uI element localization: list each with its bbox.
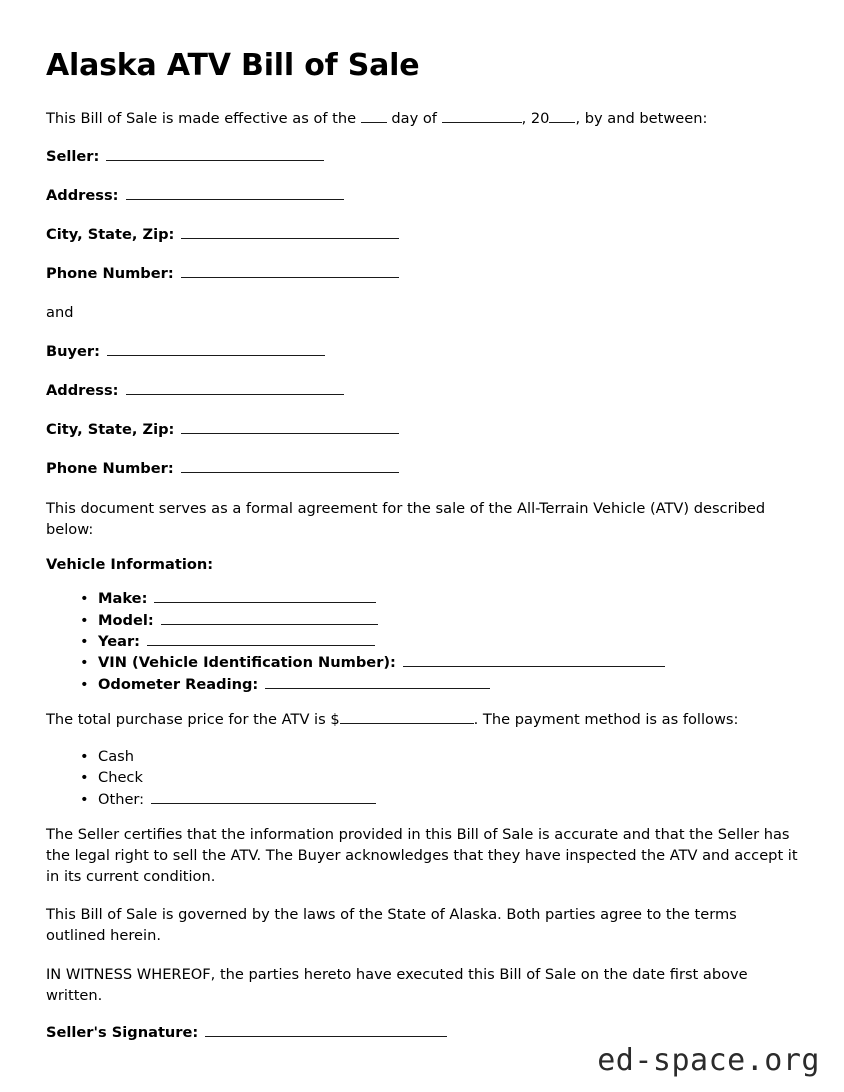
year-blank[interactable]: [549, 110, 575, 123]
field-seller-name[interactable]: [46, 148, 798, 167]
field-label: • Model:: [98, 611, 154, 629]
purchase-price-text-1: The total purchase price for the ATV is $: [46, 711, 340, 729]
purchase-price-text-2: . The payment method is as follows:: [473, 711, 739, 729]
effective-date-text-3: , 20: [521, 110, 550, 128]
effective-date-line: [46, 109, 798, 130]
field-label: Phone Number:: [46, 265, 174, 283]
field-blank-line[interactable]: [181, 460, 399, 473]
site-watermark: ed-space.org: [597, 1043, 820, 1078]
field-label: Seller:: [46, 148, 100, 166]
field-blank-line[interactable]: [403, 654, 665, 667]
page-title: Alaska ATV Bill of Sale: [46, 48, 420, 83]
field-blank-line[interactable]: [106, 148, 324, 161]
day-blank[interactable]: [361, 110, 387, 123]
field-label: Seller's Signature:: [46, 1024, 199, 1042]
field-seller-signature[interactable]: [46, 1024, 798, 1043]
field-buyer-city-state-zip[interactable]: [46, 421, 798, 440]
field-seller-address[interactable]: [46, 187, 798, 206]
purchase-price-blank[interactable]: [340, 711, 474, 724]
field-blank-line[interactable]: [154, 590, 376, 603]
effective-date-text-4: , by and between:: [575, 110, 708, 128]
vehicle-information-list: [46, 589, 798, 694]
field-label: Buyer:: [46, 342, 100, 360]
effective-date-text-2: day of: [391, 110, 437, 128]
field-blank-line[interactable]: [126, 382, 344, 395]
payment-method-list: [46, 747, 798, 809]
field-label: City, State, Zip:: [46, 420, 175, 438]
description-paragraph: This document serves as a formal agreement for the sale of the All-Terrain Vehicle (ATV) described below:: [46, 499, 766, 538]
certification-paragraph: The Seller certifies that the information provided in this Bill of Sale is accurate and that the Seller has the legal right to sell the ATV. The Buyer acknowledges that they have inspected the ATV and accept it in its current condition.: [46, 826, 798, 885]
field-blank-line[interactable]: [181, 265, 399, 278]
list-item-model[interactable]: [80, 611, 798, 630]
field-label: Address:: [46, 381, 119, 399]
field-seller-phone[interactable]: [46, 265, 798, 284]
purchase-price-paragraph: [46, 710, 798, 731]
field-buyer-address[interactable]: [46, 382, 798, 401]
field-label: Phone Number:: [46, 459, 174, 477]
field-blank-line[interactable]: [107, 343, 325, 356]
field-label: • Year:: [98, 633, 141, 651]
field-label: • Make:: [98, 590, 148, 608]
document-body: [46, 48, 798, 1063]
field-buyer-phone[interactable]: [46, 460, 798, 479]
payment-option-label: • Check: [98, 769, 143, 787]
list-item-year[interactable]: [80, 632, 798, 651]
field-blank-line[interactable]: [181, 421, 399, 434]
payment-option-label: • Other:: [98, 790, 145, 808]
witness-paragraph: IN WITNESS WHEREOF, the parties hereto have executed this Bill of Sale on the date first above written.: [46, 965, 748, 1004]
list-item-make[interactable]: [80, 589, 798, 608]
field-blank-line[interactable]: [151, 791, 376, 804]
month-blank[interactable]: [442, 110, 522, 123]
effective-date-text-1: This Bill of Sale is made effective as of the: [46, 110, 357, 128]
field-seller-city-state-zip[interactable]: [46, 226, 798, 245]
field-label: • VIN (Vehicle Identification Number):: [98, 654, 396, 672]
field-blank-line[interactable]: [147, 633, 375, 646]
list-item-check[interactable]: [80, 768, 798, 787]
field-blank-line[interactable]: [265, 676, 490, 689]
list-item-vin[interactable]: [80, 653, 798, 672]
governing-law-paragraph: This Bill of Sale is governed by the laws of the State of Alaska. Both parties agree to the terms outlined herein.: [46, 906, 737, 945]
field-buyer-name[interactable]: [46, 343, 798, 362]
signature-blank-line[interactable]: [205, 1024, 447, 1037]
vehicle-information-heading: Vehicle Information:: [46, 556, 214, 574]
parties-separator: and: [46, 303, 74, 321]
field-label: Address:: [46, 187, 119, 205]
field-blank-line[interactable]: [181, 226, 399, 239]
field-blank-line[interactable]: [126, 187, 344, 200]
list-item-cash[interactable]: [80, 747, 798, 766]
payment-option-label: • Cash: [98, 747, 134, 765]
field-label: City, State, Zip:: [46, 226, 175, 244]
list-item-odometer[interactable]: [80, 675, 798, 694]
list-item-other[interactable]: [80, 790, 798, 809]
field-label: • Odometer Reading:: [98, 675, 259, 693]
field-blank-line[interactable]: [161, 612, 378, 625]
